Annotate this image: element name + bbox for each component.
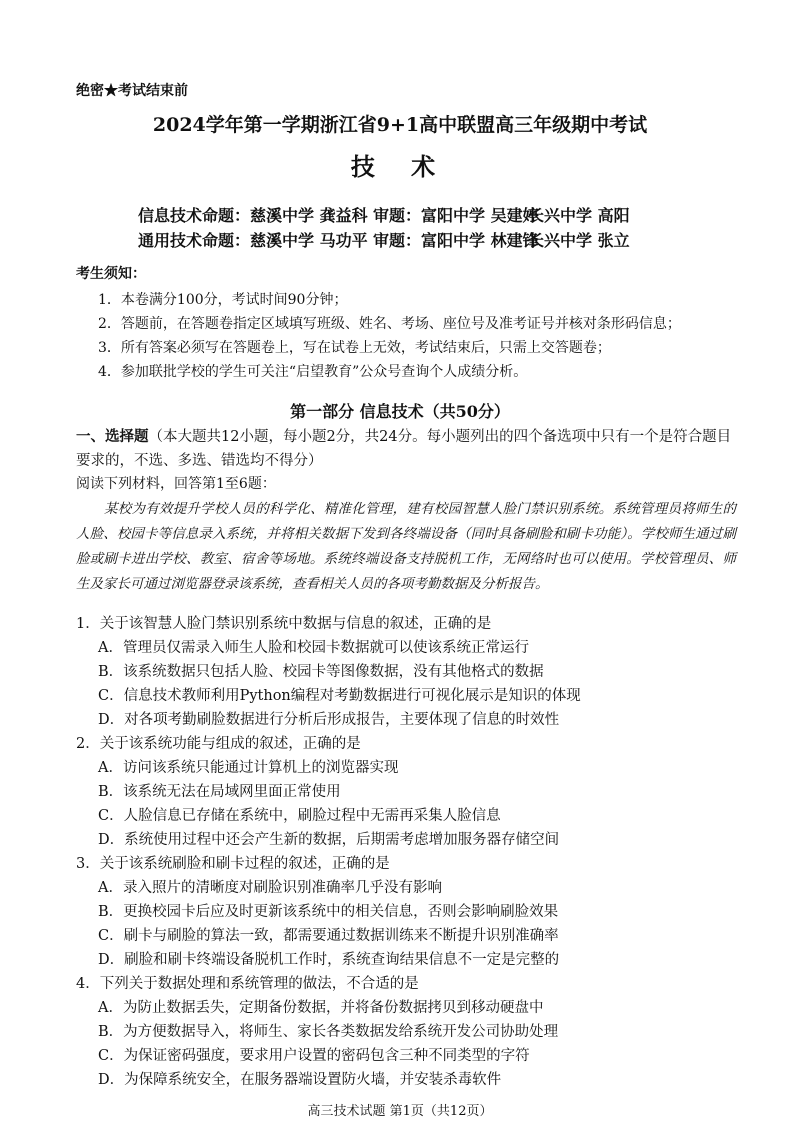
question-option: D．刷脸和刷卡终端设备脱机工作时，系统查询结果信息不一定是完整的: [98, 952, 560, 968]
notice-item: 2．答题前，在答题卷指定区域填写班级、姓名、考场、座位号及准考证号并核对条形码信息；: [98, 316, 681, 332]
question-option: B．为方便数据导入，将师生、家长各类数据发给系统开发公司协助处理: [98, 1024, 559, 1040]
author-review: 审题：富阳中学 吴建婷: [373, 206, 539, 225]
reading-prompt: 阅读下列材料，回答第1至6题：: [76, 476, 276, 492]
confidential-mark: 绝密★考试结束前: [76, 83, 188, 99]
question-option: A．为防止数据丢失，定期备份数据，并将备份数据拷贝到移动硬盘中: [98, 1000, 544, 1016]
question-option: B．该系统数据只包括人脸、校园卡等图像数据，没有其他格式的数据: [98, 664, 544, 680]
question-stem: 1．关于该智慧人脸门禁识别系统中数据与信息的叙述，正确的是: [76, 616, 492, 632]
notice-heading: 考生须知：: [76, 266, 146, 282]
question-option: D．系统使用过程中还会产生新的数据，后期需考虑增加服务器存储空间: [98, 832, 560, 848]
section-title: 一、选择题: [76, 428, 149, 445]
section-instructions: [76, 425, 736, 473]
question-option: B．该系统无法在局域网里面正常使用: [98, 784, 341, 800]
notice-item: 4．参加联批学校的学生可关注“启望教育”公众号查询个人成绩分析。: [98, 364, 528, 380]
question-option: B．更换校园卡后应及时更新该系统中的相关信息，否则会影响刷脸效果: [98, 904, 559, 920]
question-stem: 3．关于该系统刷脸和刷卡过程的叙述，正确的是: [76, 856, 390, 872]
author-review: 审题：富阳中学 林建锋: [373, 231, 539, 250]
notice-item: 1．本卷满分100分，考试时间90分钟；: [98, 292, 348, 308]
question-option: A．访问该系统只能通过计算机上的浏览器实现: [98, 760, 399, 776]
question-option: C．信息技术教师利用Python编程对考勤数据进行可视化展示是知识的体现: [98, 688, 581, 704]
question-option: A．录入照片的清晰度对刷脸识别准确率几乎没有影响: [98, 880, 442, 896]
question-option: C．人脸信息已存储在系统中，刷脸过程中无需再采集人脸信息: [98, 808, 501, 824]
author-line-2: [138, 228, 663, 251]
question-option: C．刷卡与刷脸的算法一致，都需要通过数据训练来不断提升识别准确率: [98, 928, 559, 944]
author-role: 通用技术命题：慈溪中学 马功平: [138, 231, 368, 250]
question-option: C．为保证密码强度，要求用户设置的密码包含三种不同类型的字符: [98, 1048, 530, 1064]
section-description: （本大题共12小题，每小题2分，共24分。每小题列出的四个备选项中只有一个是符合题目要求的，不选、多选、错选均不得分）: [76, 429, 732, 469]
author-role: 信息技术命题：慈溪中学 龚益科: [138, 206, 368, 225]
author-line-1: [138, 203, 663, 226]
author-other: 长兴中学 高阳: [528, 206, 630, 225]
exam-title: 2024学年第一学期浙江省9+1高中联盟高三年级期中考试: [152, 114, 648, 136]
subject-title: 技 术: [350, 152, 450, 181]
part-title: 第一部分 信息技术（共50分）: [290, 402, 510, 421]
page-footer: 高三技术试题 第1页（共12页）: [307, 1104, 493, 1119]
question-stem: 2．关于该系统功能与组成的叙述，正确的是: [76, 736, 361, 752]
author-other: 长兴中学 张立: [528, 231, 630, 250]
question-option: D．对各项考勤刷脸数据进行分析后形成报告，主要体现了信息的时效性: [98, 712, 560, 728]
question-option: D．为保障系统安全，在服务器端设置防火墙，并安装杀毒软件: [98, 1072, 502, 1088]
reading-material: 某校为有效提升学校人员的科学化、精准化管理，建有校园智慧人脸门禁识别系统。系统管理员将师生的人脸、校园卡等信息录入系统，并将相关数据下发到各终端设备（同时具备刷脸和刷卡功能）。学校师生通过刷脸或刷卡进出学校、教室、宿舍等场地。系统终端设备支持脱机工作，无网络时也可以使用。学校管理员、师生及家长可通过浏览器登录该系统，查看相关人员的各项考勤数据及分析报告。: [76, 501, 736, 592]
notice-item: 3．所有答案必须写在答题卷上，写在试卷上无效，考试结束后，只需上交答题卷；: [98, 340, 611, 356]
question-stem: 4．下列关于数据处理和系统管理的做法，不合适的是: [76, 976, 419, 992]
question-option: A．管理员仅需录入师生人脸和校园卡数据就可以使该系统正常运行: [98, 640, 529, 656]
